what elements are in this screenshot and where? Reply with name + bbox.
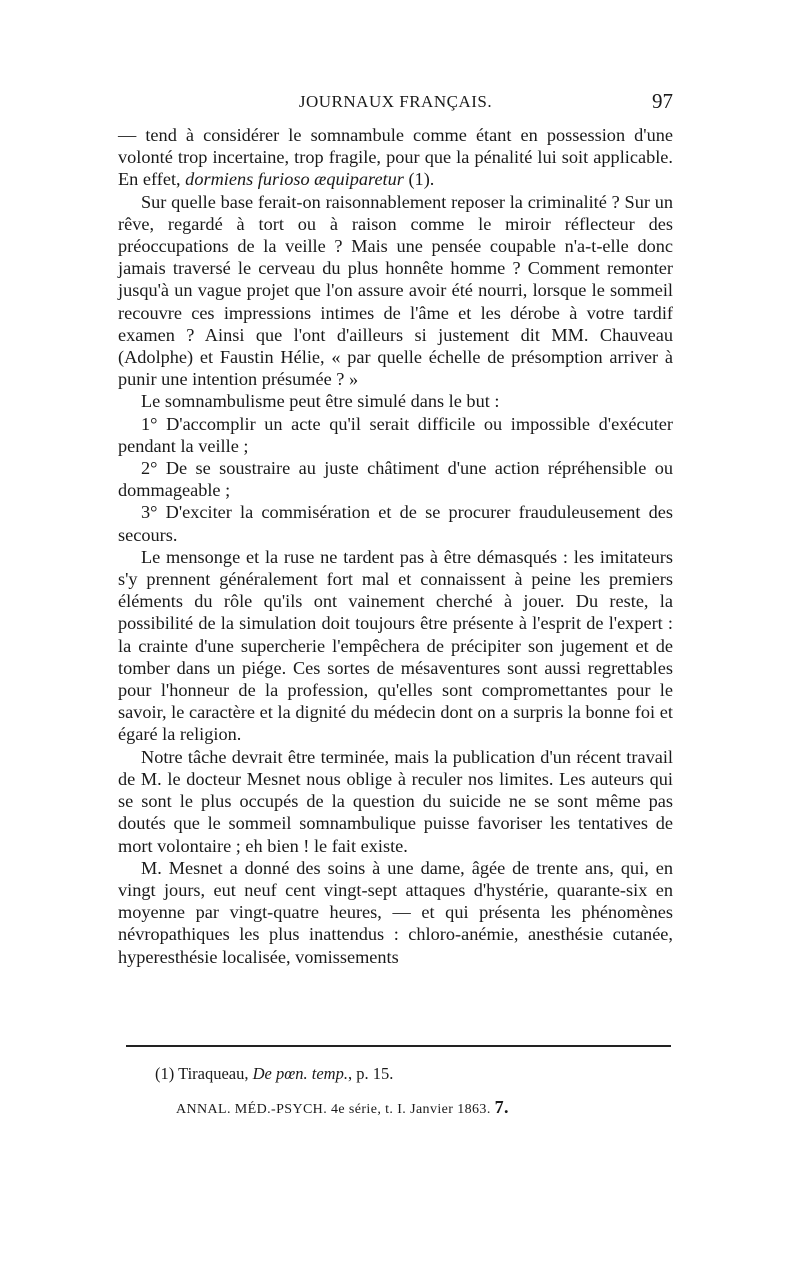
footnote-marker: (1)	[155, 1064, 175, 1083]
list-item-2: 2° De se soustraire au juste châtiment d'une action répréhensible ou dommageable ;	[118, 458, 673, 501]
paragraph-1	[118, 124, 673, 191]
paragraph-4: Le mensonge et la ruse ne tardent pas à être démasqués : les imitateurs s'y prennent généralement fort mal et connaissent à peine les premiers éléments du rôle qu'ils ont vainement cherché à jouer. Du reste, la possibilité de la simulation doit toujours être présente à l'esprit de l'expert : la crainte d'une supercherie l'empêchera de précipiter son jugement et de tomber dans un piége. Ces sortes de mésaventures sont aussi regrettables pour l'honneur de la profession, qu'elles sont compromettantes pour le savoir, le caractère et la dignité du médecin dont on a surpris la bonne foi et égaré la religion.	[118, 546, 673, 745]
running-title: JOURNAUX FRANÇAIS.	[298, 92, 493, 111]
signature-text: ANNAL. MÉD.-PSYCH. 4e série, t. I. Janvier 1863.	[176, 1102, 491, 1117]
paragraph-1-text: — tend à considérer le somnambule comme étant en possession d'une volonté trop incertaine, trop fragile, pour que la pénalité lui soit applicable. En effet,	[118, 125, 673, 190]
signature-number: 7.	[494, 1097, 509, 1117]
footnote	[155, 1064, 655, 1084]
running-head	[118, 89, 673, 116]
paragraph-3: Le somnambulisme peut être simulé dans le but :	[141, 391, 500, 412]
printer-signature	[176, 1097, 656, 1118]
paragraph-6: M. Mesnet a donné des soins à une dame, âgée de trente ans, qui, en vingt jours, eut neuf cent vingt-sept attaques d'hystérie, quarante-six en moyenne par vingt-quatre heures, — et qui présenta les phénomènes névropathiques les plus inattendus : chloro-anémie, anesthésie cutanée, hyperesthésie localisée, vomissements	[118, 857, 673, 967]
page-number: 97	[652, 89, 673, 113]
footnote-ref: (1).	[403, 169, 435, 190]
paragraph-5: Notre tâche devrait être terminée, mais la publication d'un récent travail de M. le docteur Mesnet nous oblige à reculer nos limites. Les auteurs qui se sont le plus occupés de la question du suicide ne se sont même pas doutés que le sommeil somnambulique puisse favoriser les tentatives de mort volontaire ; eh bien ! le fait existe.	[118, 746, 673, 856]
footnote-author: Tiraqueau,	[178, 1064, 249, 1083]
latin-quote: dormiens furioso æquiparetur	[185, 169, 404, 190]
footnote-divider	[126, 1045, 671, 1047]
paragraph-2: Sur quelle base ferait-on raisonnablement reposer la criminalité ? Sur un rêve, regardé à tort ou à raison comme le miroir réflecteur des préoccupations de la veille ? Mais une pensée coupable n'a-t-elle donc jamais traversé le cerveau du plus honnête homme ? Comment remonter jusqu'à un vague projet que l'on assure avoir été nourri, lorsque le sommeil recouvre ces impressions intimes de l'âme et les dérobe à votre tardif examen ? Ainsi que l'ont d'ailleurs si justement dit MM. Chauveau (Adolphe) et Faustin Hélie, « par quelle échelle de présomption arriver à punir une intention présumée ? »	[118, 191, 673, 390]
footnote-page: , p. 15.	[347, 1064, 394, 1083]
footnote-title: De pœn. temp.	[252, 1064, 348, 1083]
list-item-3: 3° D'exciter la commisération et de se procurer frauduleusement des secours.	[118, 502, 673, 545]
body-text	[118, 124, 673, 968]
list-item-1: 1° D'accomplir un acte qu'il serait difficile ou impossible d'exécuter pendant la veille ;	[118, 413, 673, 456]
